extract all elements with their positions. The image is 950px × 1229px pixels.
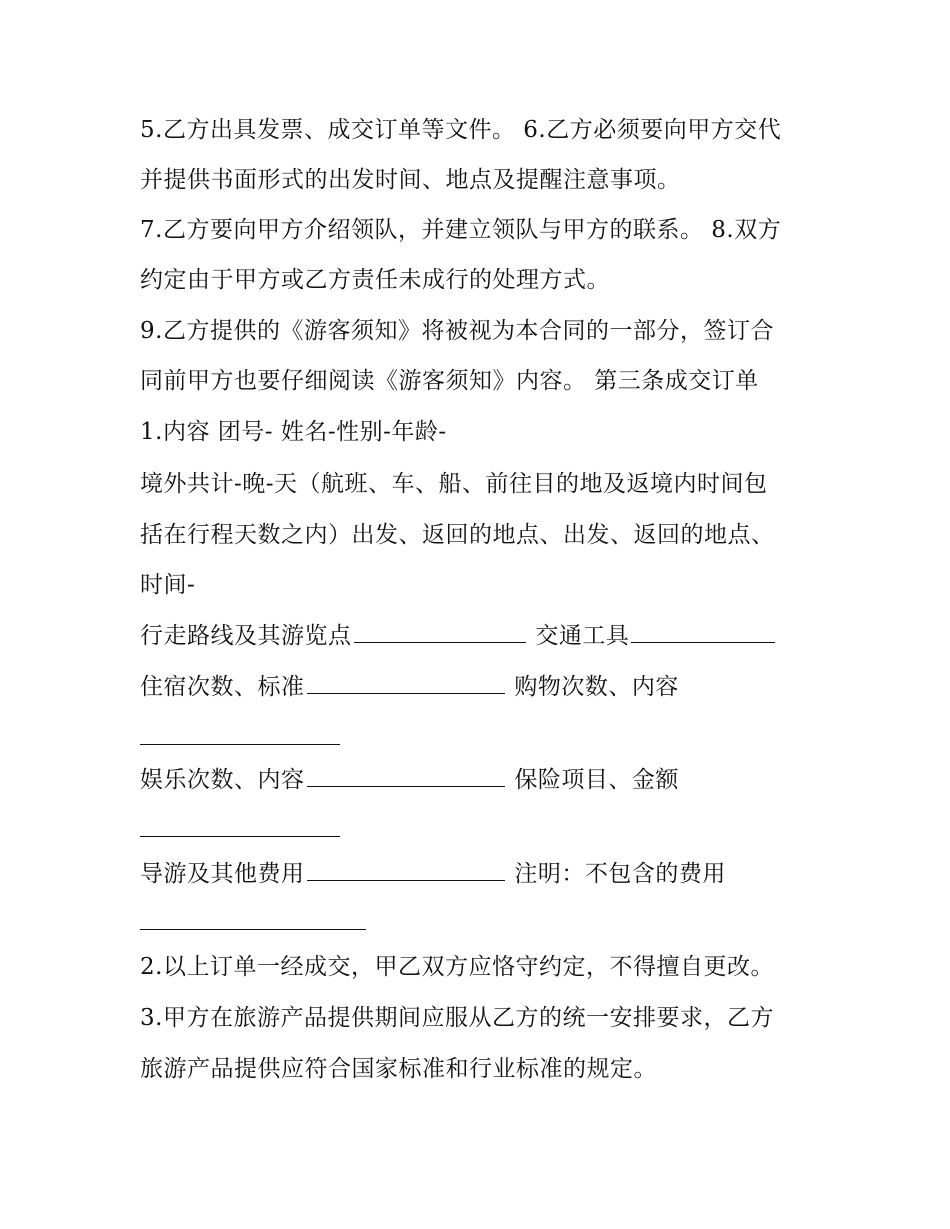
- entertainment-label: 娱乐次数、内容: [140, 767, 305, 793]
- text-line: 3.甲方在旅游产品提供期间应服从乙方的统一安排要求，乙方: [140, 1005, 774, 1031]
- form-row-insurance-blank: [140, 814, 820, 845]
- text-line: 同前甲方也要仔细阅读《游客须知》内容。 第三条成交订单: [140, 368, 759, 394]
- guide-fee-blank: [307, 858, 505, 881]
- text-line: 旅游产品提供应符合国家标准和行业标准的规定。: [140, 1056, 657, 1082]
- form-row-route-transport: [140, 620, 820, 651]
- text-line: 2.以上订单一经成交，甲乙双方应恪守约定，不得擅自更改。: [140, 954, 774, 980]
- text-line: 约定由于甲方或乙方责任未成行的处理方式。: [140, 267, 610, 293]
- form-row-shopping-blank: [140, 722, 820, 753]
- insurance-label: 保险项目、金额: [514, 767, 679, 793]
- guide-fee-label: 导游及其他费用: [140, 861, 305, 887]
- note-blank: [140, 907, 366, 930]
- text-line: 时间-: [140, 572, 196, 598]
- insurance-blank: [140, 814, 340, 837]
- lodging-label: 住宿次数、标准: [140, 674, 305, 700]
- text-line: 9.乙方提供的《游客须知》将被视为本合同的一部分，签订合: [140, 318, 774, 344]
- form-row-lodging-shopping: [140, 671, 820, 702]
- text-line: 1.内容 团号- 姓名-性别-年龄-: [140, 419, 447, 445]
- text-line: 括在行程天数之内）出发、返回的地点、出发、返回的地点、: [140, 522, 775, 548]
- note-label: 注明：不包含的费用: [514, 861, 726, 887]
- lodging-blank: [307, 671, 505, 694]
- transport-blank: [631, 620, 775, 643]
- text-line: 境外共计-晚-天（航班、车、船、前往目的地及返境内时间包: [140, 471, 768, 497]
- text-line: 并提供书面形式的出发时间、地点及提醒注意事项。: [140, 167, 681, 193]
- shopping-blank: [140, 722, 340, 745]
- form-row-guide-note: [140, 858, 820, 889]
- route-label: 行走路线及其游览点: [140, 623, 352, 649]
- entertainment-blank: [307, 764, 505, 787]
- form-row-note-blank: [140, 907, 820, 938]
- text-line: 5.乙方出具发票、成交订单等文件。 6.乙方必须要向甲方交代: [140, 117, 782, 143]
- text-line: 7.乙方要向甲方介绍领队，并建立领队与甲方的联系。 8.双方: [140, 217, 782, 243]
- transport-label: 交通工具: [535, 623, 630, 649]
- route-blank: [354, 620, 526, 643]
- shopping-label: 购物次数、内容: [514, 674, 679, 700]
- form-row-entertainment-insurance: [140, 764, 820, 795]
